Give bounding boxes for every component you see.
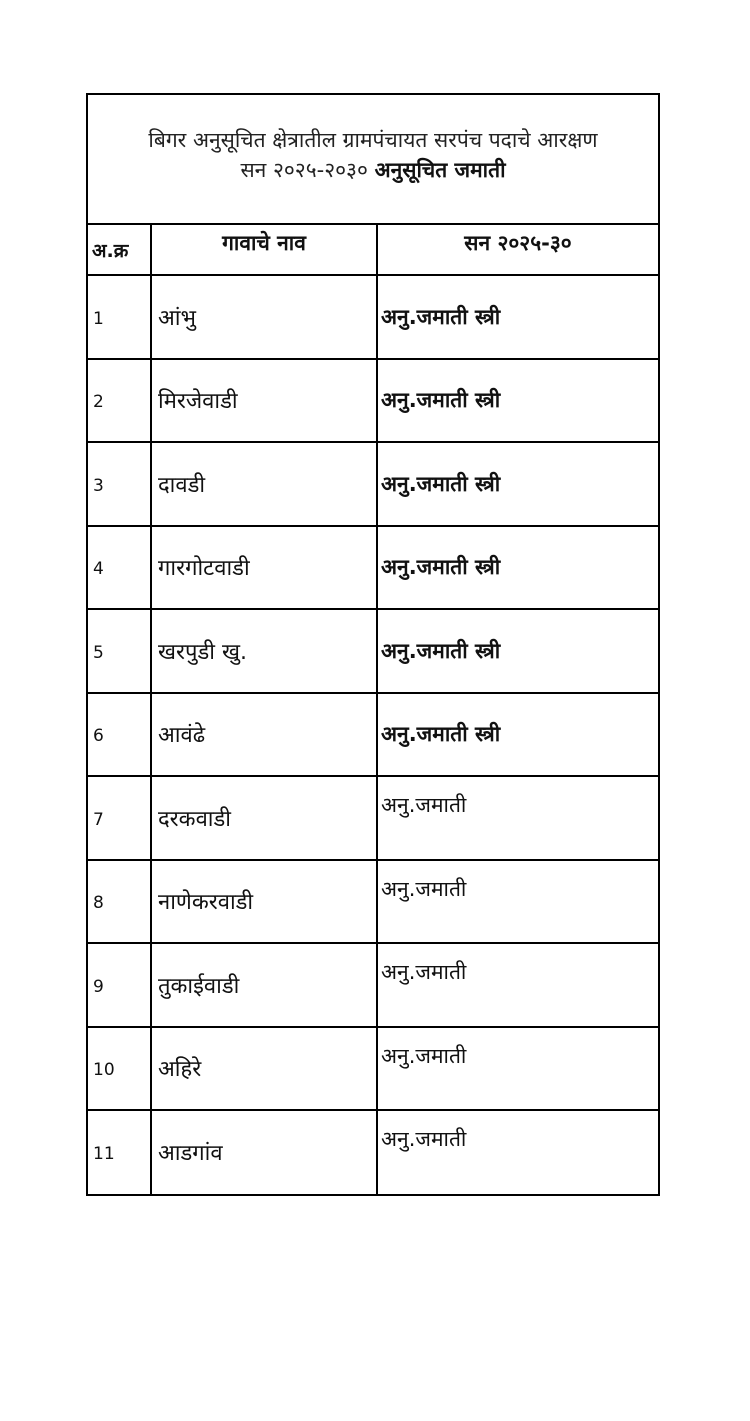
row-village: आडगांव [151, 1110, 377, 1194]
header-term: सन २०२५-३० [377, 225, 658, 275]
row-serial: 5 [88, 609, 151, 693]
row-status: अनु.जमाती [377, 860, 658, 944]
subtitle-term: सन २०२५-२०३० [240, 158, 368, 182]
row-serial: 4 [88, 526, 151, 610]
document-subtitle [88, 155, 658, 185]
table-row [88, 275, 658, 359]
subtitle-category: अनुसूचित जमाती [374, 158, 506, 182]
row-village: गारगोटवाडी [151, 526, 377, 610]
row-serial: 8 [88, 860, 151, 944]
reservation-table [88, 225, 658, 1194]
row-village: मिरजेवाडी [151, 359, 377, 443]
row-status: अनु.जमाती [377, 1027, 658, 1111]
row-serial: 1 [88, 275, 151, 359]
table-row [88, 1027, 658, 1111]
row-serial: 10 [88, 1027, 151, 1111]
table-row [88, 609, 658, 693]
row-village: आवंढे [151, 693, 377, 777]
row-status: अनु.जमाती स्त्री [377, 275, 658, 359]
reservation-document [86, 93, 660, 1196]
row-status: अनु.जमाती स्त्री [377, 609, 658, 693]
row-serial: 11 [88, 1110, 151, 1194]
table-row [88, 526, 658, 610]
row-status: अनु.जमाती स्त्री [377, 442, 658, 526]
table-row [88, 860, 658, 944]
row-serial: 3 [88, 442, 151, 526]
row-village: तुकाईवाडी [151, 943, 377, 1027]
row-village: खरपुडी खु. [151, 609, 377, 693]
row-status: अनु.जमाती [377, 776, 658, 860]
row-village: आंभु [151, 275, 377, 359]
table-row [88, 776, 658, 860]
table-row [88, 943, 658, 1027]
table-header-row [88, 225, 658, 275]
table-row [88, 1110, 658, 1194]
row-serial: 9 [88, 943, 151, 1027]
header-village: गावाचे नाव [151, 225, 377, 275]
row-serial: 6 [88, 693, 151, 777]
row-status: अनु.जमाती स्त्री [377, 526, 658, 610]
row-status: अनु.जमाती [377, 1110, 658, 1194]
table-row [88, 359, 658, 443]
row-status: अनु.जमाती स्त्री [377, 359, 658, 443]
row-status: अनु.जमाती [377, 943, 658, 1027]
row-status: अनु.जमाती स्त्री [377, 693, 658, 777]
row-serial: 7 [88, 776, 151, 860]
table-row [88, 693, 658, 777]
document-title: बिगर अनुसूचित क्षेत्रातील ग्रामपंचायत सरपंच पदाचे आरक्षण [148, 128, 598, 152]
row-village: दावडी [151, 442, 377, 526]
row-village: अहिरे [151, 1027, 377, 1111]
document-title-box [88, 95, 658, 225]
row-village: नाणेकरवाडी [151, 860, 377, 944]
row-village: दरकवाडी [151, 776, 377, 860]
row-serial: 2 [88, 359, 151, 443]
header-serial: अ.क्र [88, 225, 151, 275]
table-row [88, 442, 658, 526]
